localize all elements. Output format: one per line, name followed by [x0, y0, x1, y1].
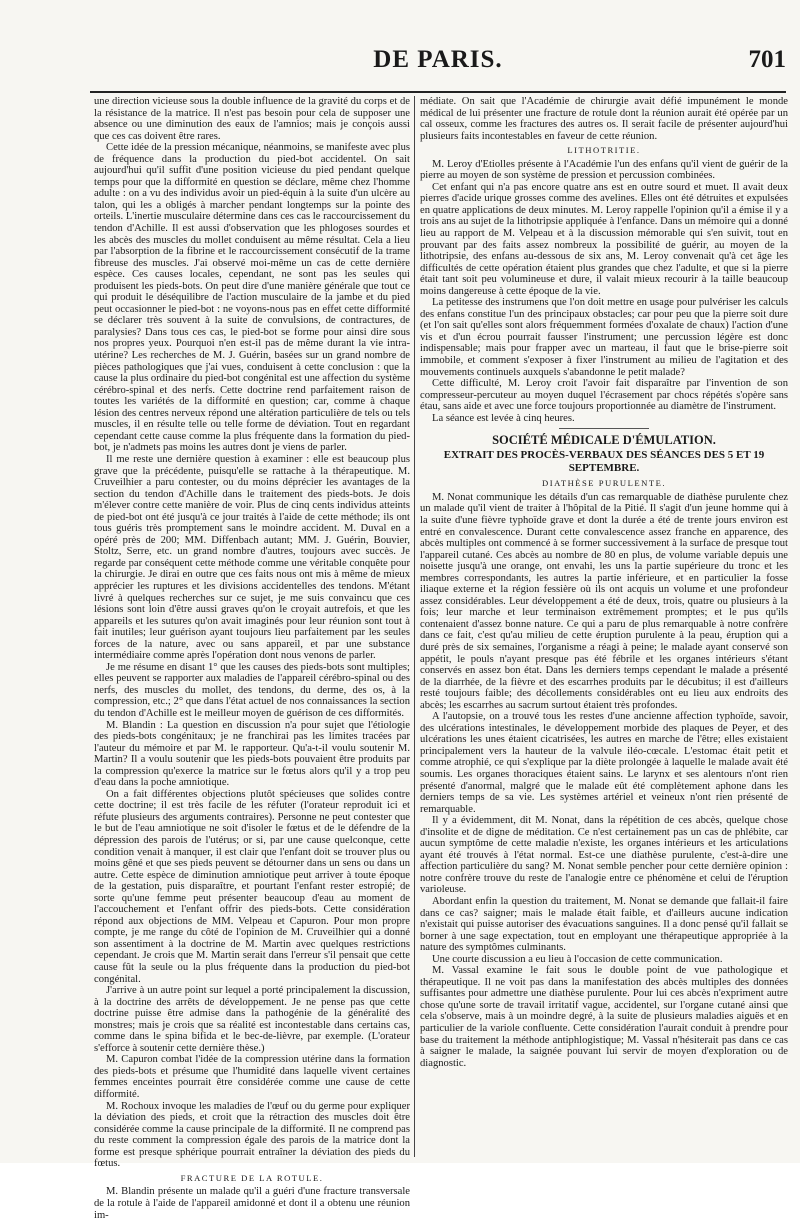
- paragraph: M. Capuron combat l'idée de la compression utérine dans la formation des pieds-bots et présume que l'humidité dans laquelle vivent certaines femmes enceintes pourrait être considérée comme une cause de cette difformité.: [94, 1054, 410, 1101]
- header-rule: [90, 91, 786, 93]
- paragraph: M. Rochoux invoque les maladies de l'œuf ou du germe pour expliquer la déviation des pieds, et croit que la rétraction des muscles doit être considérée comme la cause principale de la difformité. Il ne comprend pas du reste comment la compression égale des parois de la matrice dont la forme est presque sphérique pourrait entraîner la déviation des pieds du fœtus.: [94, 1100, 410, 1170]
- paragraph: J'arrive à un autre point sur lequel a porté principalement la discussion, à la doctrine des arrêts de développement. Je ne pense pas que cette doctrine puisse être admise dans la pathogénie de la généralité des monstres; mais je crois que sa réalité est incontestable dans certains cas, comme dans le spina bifida et le bec-de-lièvre, par exemple. (L'orateur s'efforce à soutenir cette dernière thèse.): [94, 985, 410, 1054]
- paragraph: M. Blandin : La question en discussion n'a pour sujet que l'étiologie des pieds-bots congénitaux; je ne franchirai pas les limites tracées par l'auteur du mémoire et par M. le rapporteur. Qu'a-t-il voulu soutenir M. Martin? Il a voulu soutenir que les pieds-bots pouvaient être produits par la compression qu'exerce la matrice sur le fœtus alors qu'il y a trop peu d'eau dans la poche amniotique.: [94, 719, 410, 789]
- paragraph: Il me reste une dernière question à examiner : elle est beaucoup plus grave que la précédente, puisqu'elle se rattache à la thérapeutique. M. Cruveilhier a paru contester, ou du moins déprécier les avantages de la section du tendon d'Achille dans le traitement des pieds-bots. Je dois m'élever contre cette manière de voir. Plus de cinq cents individus atteints de pied-bot ont été jusqu'à ce jour traités à l'aide de cette méthode; ils ont tous guéris très promptement sans le moindre accident. M. Duval en a opéré près de 200; MM. Diffenbach autant; MM. J. Guérin, Bouvier, Stoltz, Serre, etc. un grand nombre d'autres, toujours avec succès. Je regarde par conséquent cette méthode comme une véritable conquête pour la chirurgie. Je dirai en outre que ces faits nous ont mis à même de mieux apprécier les ruptures et les divisions accidentelles des tendons. M'étant livré à quelques recherches sur ce sujet, je me suis convaincu que ces lésions sont loin d'être aussi graves qu'on le croyait autrefois, et que les appareils et les sutures qu'on avait imaginés pour leur réunion sont tout à fait inutiles; leur guérison ayant toujours lieu parfaitement par les seules forces de la nature, avec ou sans appareil, et par une substance intermédiaire comme après l'opération dont nous venons de parler.: [94, 453, 410, 662]
- paragraph: Abordant enfin la question du traitement, M. Nonat se demande que fallait-il faire dans ce cas? saigner; mais le malade était faible, et d'ailleurs aucune indication n'existait qui puisse autoriser des évacuations sanguines. Il a donc pensé qu'il fallait se borner à une sage expectation, tout en employant une thérapeutique appropriée à la nature des symptômes culminants.: [420, 896, 788, 954]
- paragraph: On a fait différentes objections plutôt spécieuses que solides contre cette doctrine; il est très facile de les réfuter (l'orateur reproduit ici et réfute plusieurs des arguments contraires). Personne ne peut contester que le but de l'eau amniotique ne soit d'isoler le fœtus et de le défendre de la dépression des parois de l'utérus; or si, par une cause quelconque, cette condition venait à manquer, il est clair que l'enfant doit se trouver plus ou moins gêné et que ses pieds peuvent se détourner dans un sens ou dans un autre. Cette espèce de diminution amniotique peut arriver à toute époque de la gestation, puis disparaître, et pourtant l'enfant rester estropié; de sorte qu'une femme peut présenter beaucoup d'eau au moment de l'accouchement et l'enfant offrir des pieds-bots. Cette considération répond aux objections de MM. Velpeau et Capuron. Pour mon propre compte, je me range du côté de l'opinion de M. Cruveilhier qui a donné son assentiment à la doctrine de M. Martin avec quelques restrictions cependant. Je crois que M. Martin serait dans l'erreur s'il pensait que cette cause fût la seule ou la plus fréquente dans la production du pied-bot congénital.: [94, 788, 410, 985]
- paragraph: La séance est levée à cinq heures.: [432, 412, 575, 424]
- paragraph: une direction vicieuse sous la double influence de la gravité du corps et de la résistance de la matrice. Il n'est pas besoin pour cela de supposer une absence ou une diminution des eaux de l'amnios; mais je conçois aussi que ces cas doivent être rares.: [94, 96, 410, 142]
- paragraph: M. Vassal examine le fait sous le double point de vue pathologique et thérapeutique. Il ne voit pas dans la manifestation des abcès multiples des données suffisantes pour admettre une diathèse purulente. Pour lui ces abcès n'expriment autre chose qu'une sorte de travail irritatif vague, accidentel, sur l'organe cutané ainsi que cela s'observe, mais à un moindre degré, à la suite de plusieurs maladies aiguës et en particulier de la variole confluente. Cette considération l'aurait conduit à prendre pour base du traitement la méthode antiphlogistique; M. Vassal n'hésiterait pas dans ce cas à saigner le malade, la saignée pouvant lui servir de moyen d'exploration ou de diagnostic.: [420, 965, 788, 1069]
- paragraph: Il y a évidemment, dit M. Nonat, dans la répétition de ces abcès, quelque chose d'insolite et de digne de méditation. Ce n'est certainement pas un cas de phlébite, car aucun symptôme de cette maladie n'existe, les organes intérieurs et les articulations ayant été trouvés à l'état normal. Est-ce une diathèse purulente, c'est-à-dire une affection particulière du sang? M. Nonat semble pencher pour cette dernière opinion : notre confrère trouve du reste de l'analogie entre ce phénomène et celui de l'éruption varioleuse.: [420, 815, 788, 896]
- column-divider: [414, 96, 415, 1157]
- subheading-lithotritie: LITHOTRITIE.: [567, 145, 641, 156]
- paragraph: M. Leroy d'Etiolles présente à l'Académie l'un des enfans qu'il vient de guérir de la pierre au moyen de son système de pression et percussion combinées.: [420, 158, 788, 182]
- section-separator: [559, 428, 649, 429]
- paragraph: La petitesse des instrumens que l'on doit mettre en usage pour pulvériser les calculs des enfans constitue l'un des principaux obstacles; car pour peu que la pierre soit dure (et l'on sait qu'elles sont alors fréquemment formées d'oxalate de chaux) l'action d'une vis et d'un écrou pourrait fausser l'instrument; une percussion légère est donc indispensable; mais pour frapper avec un marteau, il faut que le brise-pierre soit immobile, et comment s'exposer à fixer l'instrument au milieu de l'agitation et des mouvements continuels auxquels s'abandonne le petit malade?: [420, 297, 788, 378]
- society-title: SOCIÉTÉ MÉDICALE D'ÉMULATION.: [492, 433, 716, 448]
- paragraph: M. Blandin présente un malade qu'il a guéri d'une fracture transversale de la rotule à l'aide de l'appareil amidonné et dont il a obtenu une réunion im-: [94, 1186, 410, 1221]
- paragraph: Je me résume en disant 1° que les causes des pieds-bots sont multiples; elles peuvent se rapporter aux maladies de l'appareil cérébro-spinal ou des nerfs, des muscles du mollet, des tendons, du derme, des os, à la compression, etc.; 2° que dans l'état actuel de nos connaissances la section du tendon d'Achille est le meilleur moyen de guérison de ces difformités.: [94, 661, 410, 719]
- page-header: [90, 46, 786, 88]
- paragraph: médiate. On sait que l'Académie de chirurgie avait défié impunément le monde médical de lui présenter une fracture de rotule dont la réunion aurait été opérée par un cal osseux, comme les fractures des autres os. Il serait facile de présenter aujourd'hui plusieurs faits incontestables en faveur de cette réunion.: [420, 96, 788, 142]
- paragraph: Cette idée de la pression mécanique, néanmoins, se manifeste avec plus de fréquence dans la production du pied-bot accidentel. On sait aujourd'hui qu'il suffit d'une position vicieuse du pied pendant quelque temps pour que la difformité en question se déclare, même chez l'homme adulte : on a vu des individus avoir un pied-équin à la suite d'un ulcère au talon, qui les a obligés à marcher pendant longtemps sur la pointe des orteils. L'inertie musculaire détermine dans ces cas le raccourcissement du tendon d'Achille. Il est aussi d'observation que les phlogoses sourdes et les abcès des muscles du mollet conduisent au même résultat. Cela a lieu par l'absorption de la fibrine et le raccourcissement consécutif de la trame fibreuse des muscles. J'ai observé moi-même un cas de cette dernière espèce. Ces causes locales, cependant, ne sont pas les seules qui produisent les pieds-bots. On peut dire d'une manière générale que tout ce qui produit le déséquilibre de l'action musculaire de la jambe et du pied peut occasionner le pied-bot : ne voyons-nous pas en effet cette difformité se déclarer très souvent à la suite de convulsions, de contractures, de paralysies? Dans tous ces cas, le pied-bot se forme pour ainsi dire sous nos propres yeux. Pourquoi n'en est-il pas de même durant la vie intra-utérine? Les recherches de M. J. Guérin, basées sur un grand nombre de pièces pathologiques que j'ai vues, conduisent à cette conclusion : que la cause la plus ordinaire du pied-bot congénital est une affection du système cérébro-spinal et des nerfs. Cette doctrine rend parfaitement raison de toutes les variétés de la difformité en question; car, comme à chaque lésion des centres nerveux répond une altération particulière de tels ou tels muscles, il en résulte telle ou telle forme de déviation. Tout en regardant cependant cette cause comme la plus fréquente dans la formation du pied-bot, je n'admets pas moins les autres dont je viens de parler.: [94, 142, 410, 454]
- right-column: [420, 96, 788, 1157]
- paragraph: A l'autopsie, on a trouvé tous les restes d'une ancienne affection typhoïde, savoir, des ulcérations intestinales, le développement morbide des plaques de Peyer, et des ulcérations les unes étaient cicatrisées, les autres en marche de l'être; elles existaient principalement vers la hauteur de la valvule iléo-cœcale. L'estomac était petit et comme atrophié, ce qui s'explique par la diète prolongée à laquelle le malade avait été soumis. Les organes thoraciques étaient sains. Le larynx et ses alentours n'ont rien présenté d'anormal, malgré que le malade eût été complètement aphone dans les derniers temps de sa vie. Les systèmes artériel et veineux n'ont rien présenté de remarquable.: [420, 711, 788, 815]
- subheading-diathese: DIATHÈSE PURULENTE.: [542, 478, 666, 489]
- running-title: DE PARIS.: [373, 46, 503, 73]
- extract-title: EXTRAIT DES PROCÈS-VERBAUX DES SÉANCES DES 5 ET 19 SEPTEMBRE.: [443, 449, 765, 475]
- page-number: 701: [748, 46, 786, 73]
- paragraph: Une courte discussion a eu lieu à l'occasion de cette communication.: [432, 953, 723, 965]
- paragraph: M. Nonat communique les détails d'un cas remarquable de diathèse purulente chez un malade qu'il vient de traiter à l'hôpital de la Pitié. Il s'agit d'un jeune homme qui à la suite d'une fièvre typhoïde grave et dont la durée a été de trente jours environ est entré en convalescence. Durant cette convalescence assez franche en apparence, des abcès multiples ont commencé à se former successivement à la surface de presque tout l'appareil cutané. Ces abcès au nombre de 80 en plus, de volume variable depuis une noisette jusqu'à une orange, ont envahi, les uns la partie supérieure du tronc et les membres correspondants, les autres la partie inférieure, et en particulier la fosse iliaque externe et la région fessière où ils ont acquis un volume et une profondeur assez considérables. Leur développement a été de deux, trois, quatre ou plusieurs à la fois; leur marche et leur terminaison extrêmement promptes; et le pus qu'ils contenaient d'assez bonne nature. Ce qui a paru de plus remarquable à notre confrère dans ce fait, c'est qu'au milieu de cette éruption purulente à la peau, éruption qui a duré près de six semaines, l'organisme a réagi à peine; le malade ayant conservé son appétit, le pouls n'ayant presque pas été fébrile et les organes intérieurs s'étant conservés en assez bon état. Dans les derniers temps cependant le malade a présenté de la diarrhée, de la fièvre et des escarrhes produits par le décubitus; il est d'ailleurs resté toujours faible; des décollements considérables ont eu lieu aux endroits des abcès; les escarrhes au sacrum surtout étaient très profondes.: [420, 491, 788, 711]
- subheading-fracture-rotule: FRACTURE DE LA ROTULE.: [180, 1172, 324, 1183]
- paragraph: Cet enfant qui n'a pas encore quatre ans est en outre sourd et muet. Il avait deux pierres d'acide urique grosses comme des avelines. Elles ont été détruites et expulsées en quatre applications de deux minutes. M. Leroy rappelle l'opinion qu'il a émise il y a trois ans au sujet de la lithotripsie appliquée à l'enfance. Dans un mémoire qui a donné lieu au rapport de M. Velpeau et à la discussion mémorable qui s'en suivit, tout en prouvant par des faits assez nombreux la possibilité de guérir, au moyen de la lithotripsie, des enfans au-dessous de six ans, M. Leroy convenait qu'à cet âge les difficultés de cette opération étaient plus grandes que chez l'adulte, et que si la pierre était tant soit peu volumineuse et dure, il valait mieux recourir à la taille beaucoup moins dangereuse à cette époque de la vie.: [420, 181, 788, 297]
- paragraph: Cette difficulté, M. Leroy croit l'avoir fait disparaître par l'invention de son compresseur-percuteur au moyen duquel l'écrasement par chocs répétés s'opère sans étau, sans aide et avec une force toujours proportionnée au diamètre de l'instrument.: [420, 378, 788, 413]
- left-column: [94, 96, 410, 1221]
